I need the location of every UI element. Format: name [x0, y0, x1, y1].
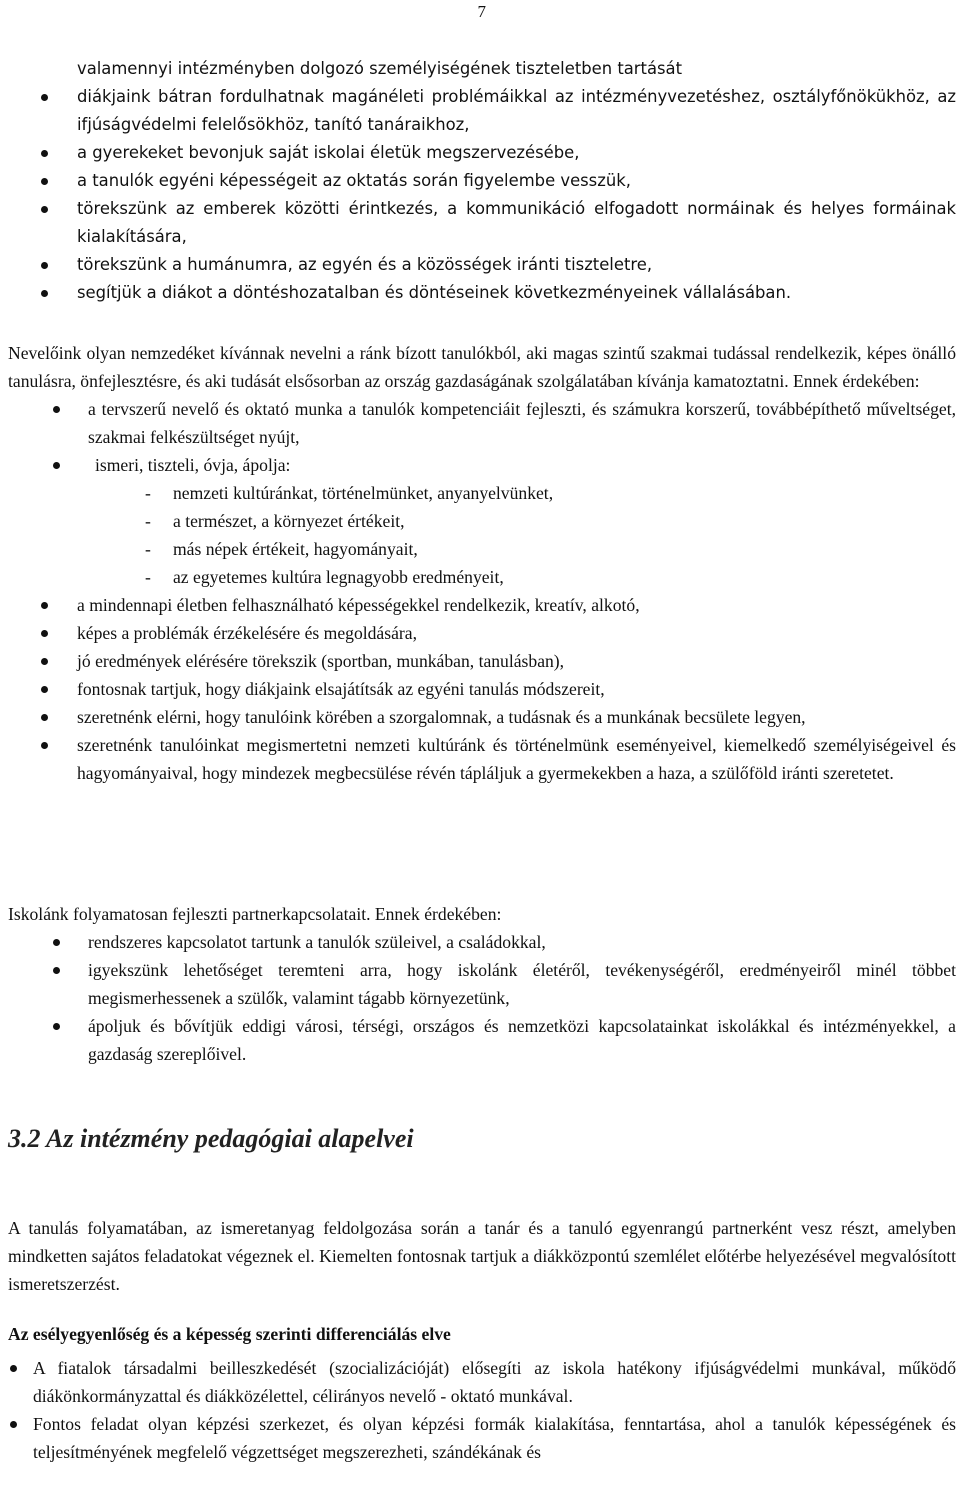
bullet-icon [41, 658, 48, 665]
intro-paragraph: Nevelőink olyan nemzedéket kívánnak nevelni a ránk bízott tanulókból, aki magas szintű szakmai tudással rendelkezik, képes önálló tanulásra, önfejlesztésre, és aki tudását elsősorban az ország gazdaságának szolgálatában kívánja kamatoztatni. Ennek érdekében: [8, 343, 956, 391]
dash-list [0, 479, 960, 591]
bullet-list [0, 928, 960, 1068]
body-paragraph: A tanulás folyamatában, az ismeretanyag feldolgozása során a tanár és a tanuló egyenrangú partnerként vesz részt, amelyben mindketten sajátos feladatokat végeznek el. Kiemelten fontosnak tartjuk a diákközpontú szemlélet előtérbe helyezésével megvalósított ismeretszerzést. [8, 1218, 956, 1294]
list-item: szeretnénk elérni, hogy tanulóink körében a szorgalomnak, a tudásnak és a munkának becsülete legyen, [0, 703, 960, 731]
list-item: igyekszünk lehetőséget teremteni arra, hogy iskolánk életéről, tevékenységéről, eredményeiről minél többet megismerhessenek a szülők, valamint tágabb környezetünk, [0, 956, 960, 1012]
bullet-list [0, 83, 960, 307]
list-item: diákjaink bátran fordulhatnak magánéleti problémáikkal az intézményvezetéshez, osztályfőnökükhöz, az ifjúságvédelmi felelősökhöz, tanító tanáraikhoz, [0, 83, 960, 139]
bullet-list [0, 395, 960, 479]
list-item: a gyerekeket bevonjuk saját iskolai életük megszervezésébe, [0, 139, 960, 167]
dash-marker: - [145, 567, 151, 587]
list-item: törekszünk az emberek közötti érintkezés, a kommunikáció elfogadott normáinak és helyes formáinak kialakítására, [0, 195, 960, 251]
bullet-icon [10, 1421, 17, 1428]
bullet-icon [53, 462, 60, 469]
bullet-list [0, 591, 960, 787]
section-educator-goals [0, 339, 960, 787]
bullet-icon [41, 150, 48, 157]
bullet-icon [53, 1023, 60, 1030]
bullet-icon [41, 206, 48, 213]
page-number: 7 [477, 2, 486, 21]
bullet-icon [41, 630, 48, 637]
dash-item: - más népek értékeit, hagyományait, [0, 535, 960, 563]
bullet-icon [41, 178, 48, 185]
list-item: ismeri, tiszteli, óvja, ápolja: [0, 451, 960, 479]
section-equal-opportunity [0, 1320, 960, 1466]
list-item: képes a problémák érzékelésére és megoldására, [0, 619, 960, 647]
subheading: Az esélyegyenlőség és a képesség szerinti differenciálás elve [8, 1324, 451, 1344]
bullet-icon [53, 939, 60, 946]
list-item: jó eredmények elérésére törekszik (sportban, munkában, tanulásban), [0, 647, 960, 675]
section-student-rights [0, 55, 960, 307]
list-item: törekszünk a humánumra, az egyén és a közösségek iránti tiszteletre, [0, 251, 960, 279]
dash-marker: - [145, 511, 151, 531]
bullet-icon [41, 262, 48, 269]
bullet-list [0, 1354, 960, 1466]
section-pedagogical-principles [0, 1122, 960, 1156]
dash-item: - nemzeti kultúránkat, történelmünket, anyanyelvünket, [0, 479, 960, 507]
principles-body [0, 1214, 960, 1298]
list-item: a tanulók egyéni képességeit az oktatás során figyelembe vesszük, [0, 167, 960, 195]
list-item: szeretnénk tanulóinkat megismertetni nemzeti kultúránk és történelmünk eseményeivel, kiemelkedő személyiségeivel és hagyományaival, hogy mindezek megbecsülése révén tápláljuk a gyermekekben a haza, a szülőföld iránti szeretetet. [0, 731, 960, 787]
bullet-icon [53, 406, 60, 413]
bullet-icon [41, 602, 48, 609]
lead-line: valamennyi intézményben dolgozó személyiségének tiszteletben tartását [77, 59, 683, 78]
list-item: ápoljuk és bővítjük eddigi városi, térségi, országos és nemzetközi kapcsolatainkat iskolákkal és intézményekkel, a gazdaság szereplőivel. [0, 1012, 960, 1068]
dash-marker: - [145, 483, 151, 503]
list-item: rendszeres kapcsolatot tartunk a tanulók szüleivel, a családokkal, [0, 928, 960, 956]
list-item: a tervszerű nevelő és oktató munka a tanulók kompetenciáit fejleszti, és számukra korszerű, továbbépíthető műveltséget, szakmai felkészültséget nyújt, [0, 395, 960, 451]
bullet-icon [41, 742, 48, 749]
list-item: A fiatalok társadalmi beilleszkedését (szocializációját) elősegíti az iskola hatékony ifjúságvédelmi munkával, működő diákönkormányzattal és diákközélettel, célirányos nevelő - oktató munkával. [0, 1354, 960, 1410]
list-item: a mindennapi életben felhasználható képességekkel rendelkezik, kreatív, alkotó, [0, 591, 960, 619]
list-item: fontosnak tartjuk, hogy diákjaink elsajátítsák az egyéni tanulás módszereit, [0, 675, 960, 703]
dash-marker: - [145, 539, 151, 559]
section-heading: 3.2 Az intézmény pedagógiai alapelvei [8, 1124, 414, 1153]
intro-paragraph: Iskolánk folyamatosan fejleszti partnerkapcsolatait. Ennek érdekében: [8, 904, 502, 924]
bullet-icon [41, 686, 48, 693]
dash-item: - az egyetemes kultúra legnagyobb eredményeit, [0, 563, 960, 591]
bullet-icon [10, 1365, 17, 1372]
dash-item: - a természet, a környezet értékeit, [0, 507, 960, 535]
bullet-icon [41, 94, 48, 101]
list-item: segítjük a diákot a döntéshozatalban és döntéseinek következményeinek vállalásában. [0, 279, 960, 307]
bullet-icon [53, 967, 60, 974]
list-item: Fontos feladat olyan képzési szerkezet, és olyan képzési formák kialakítása, fenntartása, ahol a tanulók képességének és teljesítményének megfelelő végzettséget megszerezheti, szándékának és [0, 1410, 960, 1466]
bullet-icon [41, 714, 48, 721]
section-partnerships [0, 900, 960, 1068]
bullet-icon [41, 290, 48, 297]
